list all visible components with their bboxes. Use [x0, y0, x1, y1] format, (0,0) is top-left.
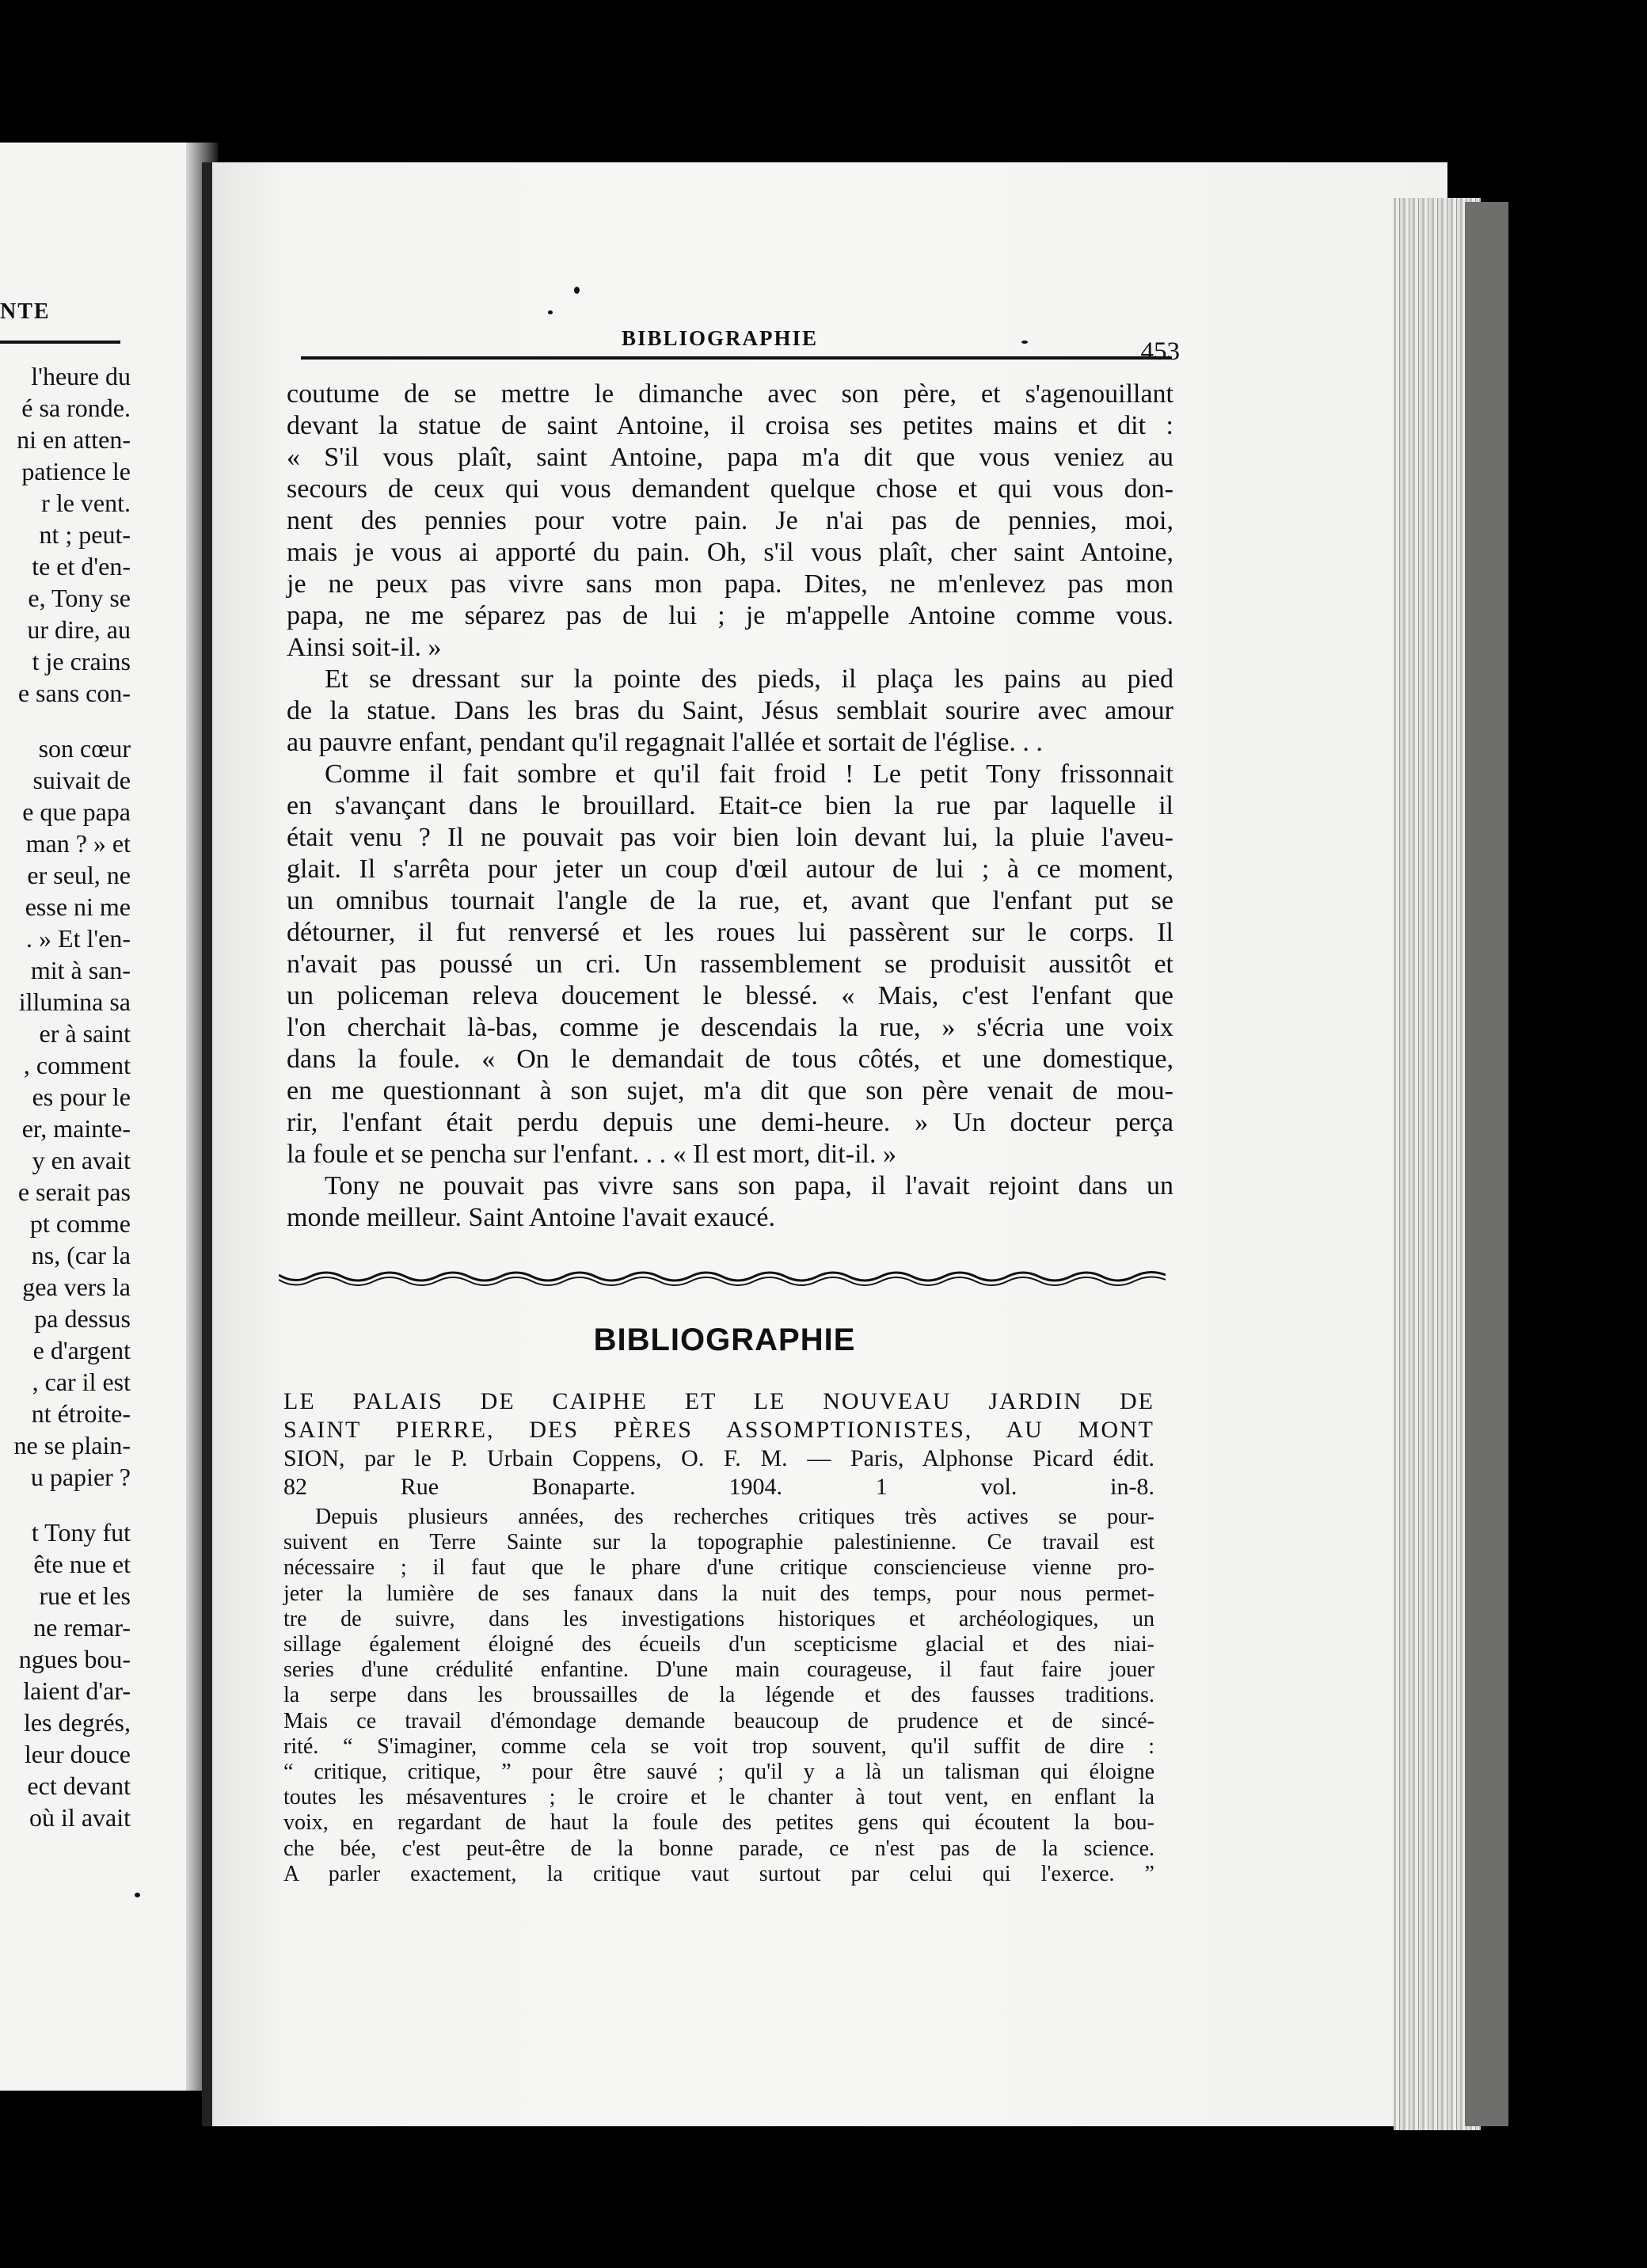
review-line: Mais ce travail d'émondage demande beaucoup de prudence et de sincé- — [283, 1708, 1154, 1733]
review-line: Depuis plusieurs années, des recherches critiques très actives se pour- — [315, 1505, 1154, 1529]
cover-edge — [1465, 202, 1508, 2126]
left-text-line: er seul, ne — [27, 861, 131, 889]
left-text-line: ni en atten- — [17, 425, 131, 454]
story-line: dans la foule. « On le demandait de tous côtés, et une domestique, — [287, 1045, 1173, 1074]
story-line: secours de ceux qui vous demandent quelque chose et qui vous don- — [287, 474, 1173, 504]
story-line: un policeman releva doucement le blessé. « Mais, c'est l'enfant que — [287, 981, 1173, 1010]
story-line: nent des pennies pour votre pain. Je n'ai pas de pennies, moi, — [287, 506, 1173, 535]
story-text — [287, 379, 1173, 1234]
left-text-line: son cœur — [38, 734, 131, 763]
header-rule — [301, 356, 1172, 360]
story-line: un omnibus tournait l'angle de la rue, et, avant que l'enfant put se — [287, 886, 1173, 915]
left-text-line: ne se plain- — [13, 1431, 131, 1459]
left-text-line: e que papa — [22, 797, 131, 826]
review-line: “ critique, critique, ” pour être sauvé ; qu'il y a là un talisman qui éloigne — [283, 1760, 1154, 1785]
left-text-line: r le vent. — [41, 489, 131, 517]
dust-speck — [574, 287, 580, 294]
review-line: sillage également éloigné des écueils d'un scepticisme glacial et des niai- — [283, 1632, 1154, 1657]
left-text-line: mit à san- — [30, 956, 131, 984]
left-running-head: NTE — [0, 299, 51, 324]
story-line: Et se dressant sur la pointe des pieds, il plaça les pains au pied — [325, 664, 1173, 694]
left-text-line: nt ; peut- — [39, 520, 131, 549]
left-text-line: ête nue et — [33, 1550, 131, 1578]
page-number: 453 — [1140, 337, 1180, 366]
story-line: Ainsi soit-il. » — [287, 633, 442, 662]
left-text-line: er, mainte- — [21, 1114, 131, 1143]
left-text-line: suivait de — [32, 766, 131, 794]
left-page-text — [0, 360, 131, 1833]
left-text-line: ur dire, au — [27, 615, 131, 644]
left-text-line: esse ni me — [25, 892, 131, 921]
dust-speck — [1021, 341, 1028, 344]
story-line: rir, l'enfant était perdu depuis une demi-heure. » Un docteur perça — [287, 1108, 1173, 1137]
left-text-line — [0, 1493, 131, 1516]
story-line: coutume de se mettre le dimanche avec son père, et s'agenouillant — [287, 379, 1173, 409]
left-text-line: les degrés, — [23, 1708, 131, 1737]
left-header-rule — [0, 341, 120, 344]
book-entry-line: 82 Rue Bonaparte. 1904. 1 vol. in-8. — [283, 1474, 1154, 1500]
story-line: était venu ? Il ne pouvait pas voir bien loin devant lui, la pluie l'aveu- — [287, 823, 1173, 852]
review-line: jeter la lumière de ses fanaux dans la nuit des temps, pour nous permet- — [283, 1581, 1154, 1606]
story-line: Tony ne pouvait pas vivre sans son papa, il l'avait rejoint dans un — [325, 1171, 1173, 1201]
left-text-line: ne remar- — [33, 1613, 131, 1642]
left-text-line: pa dessus — [34, 1304, 131, 1333]
story-line: en s'avançant dans le brouillard. Etait-ce bien la rue par laquelle il — [287, 791, 1173, 820]
ornamental-divider — [279, 1267, 1166, 1294]
review-line: toutes les mésaventures ; le croire et le chanter à tout vent, en enflant la — [283, 1785, 1154, 1810]
left-text-line: e, Tony se — [28, 584, 131, 612]
book-entry-line: SAINT PIERRE, DES PÈRES ASSOMPTIONISTES, AU MONT — [283, 1417, 1154, 1443]
review-line: la serpe dans les broussailles de la légende et des fausses traditions. — [283, 1683, 1154, 1708]
left-text-line: é sa ronde. — [21, 394, 131, 422]
left-text-line: e serait pas — [17, 1178, 131, 1206]
story-line: au pauvre enfant, pendant qu'il regagnait l'allée et sortait de l'église. . . — [287, 728, 1043, 757]
book-entry-line: LE PALAIS DE CAIPHE ET LE NOUVEAU JARDIN DE — [283, 1388, 1154, 1414]
review-line: voix, en regardant de haut la foule des petites gens qui écoutent la bou- — [283, 1810, 1154, 1836]
story-line: en me questionnant à son sujet, m'a dit que son père venait de mou- — [287, 1076, 1173, 1105]
left-text-line: y en avait — [32, 1146, 131, 1174]
left-text-line: gea vers la — [22, 1273, 131, 1301]
section-title: BIBLIOGRAPHIE — [593, 1322, 856, 1357]
dust-speck — [135, 1893, 140, 1897]
story-line: la foule et se pencha sur l'enfant. . . « Il est mort, dit-il. » — [287, 1140, 896, 1169]
left-text-line: man ? » et — [25, 829, 131, 858]
left-text-line: nt étroite- — [31, 1399, 131, 1428]
story-line: papa, ne me séparez pas de lui ; je m'appelle Antoine comme vous. — [287, 601, 1173, 630]
book-entry — [283, 1387, 1154, 1501]
review-line: suivent en Terre Sainte sur la topographie palestinienne. Ce travail est — [283, 1530, 1154, 1555]
left-text-line: t je crains — [32, 647, 131, 675]
story-line: n'avait pas poussé un cri. Un rassemblement se produisit aussitôt et — [287, 949, 1173, 979]
book-entry-line: SION, par le P. Urbain Coppens, O. F. M. — Paris, Alphonse Picard édit. — [283, 1445, 1154, 1471]
left-text-line: laient d'ar- — [23, 1676, 131, 1705]
story-line: de la statue. Dans les bras du Saint, Jésus semblait sourire avec amour — [287, 696, 1173, 725]
story-line: je ne peux pas vivre sans mon papa. Dites, ne m'enlevez pas mon — [287, 569, 1173, 599]
story-line: mais je vous ai apporté du pain. Oh, s'il vous plaît, cher saint Antoine, — [287, 538, 1173, 567]
left-text-line: u papier ? — [30, 1463, 131, 1491]
dust-speck — [548, 310, 553, 314]
left-text-line — [0, 709, 131, 733]
story-line: glait. Il s'arrêta pour jeter un coup d'œil autour de lui ; à ce moment, — [287, 854, 1173, 884]
left-text-line: pt comme — [29, 1209, 131, 1238]
left-text-line: er à saint — [39, 1019, 131, 1048]
left-text-line: ngues bou- — [18, 1645, 131, 1673]
story-line: l'on cherchait là-bas, comme je descendais la rue, » s'écria une voix — [287, 1013, 1173, 1042]
left-text-line: , comment — [23, 1051, 131, 1079]
story-line: détourner, il fut renversé et les roues lui passèrent sur le corps. Il — [287, 918, 1173, 947]
story-line: monde meilleur. Saint Antoine l'avait exaucé. — [287, 1203, 776, 1232]
story-line: Comme il fait sombre et qu'il fait froid ! Le petit Tony frissonnait — [325, 759, 1173, 789]
page-header — [301, 326, 1180, 374]
review-line: che bée, c'est peut-être de la bonne parade, ce n'est pas de la science. — [283, 1836, 1154, 1861]
left-text-line: e sans con- — [17, 679, 131, 707]
left-text-line: e d'argent — [32, 1336, 131, 1364]
review-line: series d'une crédulité enfantine. D'une main courageuse, il faut faire jouer — [283, 1657, 1154, 1683]
left-text-line: t Tony fut — [31, 1518, 131, 1547]
left-text-line: rue et les — [39, 1581, 131, 1610]
left-text-line: l'heure du — [31, 362, 131, 390]
left-text-line: patience le — [21, 457, 131, 485]
left-text-line: es pour le — [32, 1083, 131, 1111]
left-text-line: illumina sa — [18, 987, 131, 1016]
story-line: devant la statue de saint Antoine, il croisa ses petites mains et dit : — [287, 411, 1173, 440]
review-text — [283, 1505, 1154, 1887]
left-text-line: , car il est — [32, 1368, 131, 1396]
running-head: BIBLIOGRAPHIE — [622, 326, 819, 350]
review-line: nécessaire ; il faut que le phare d'une critique consciencieuse vienne pro- — [283, 1555, 1154, 1581]
left-text-line: . » Et l'en- — [26, 924, 131, 953]
left-text-line: te et d'en- — [32, 552, 131, 580]
left-text-line: où il avait — [29, 1803, 131, 1832]
review-line: tre de suivre, dans les investigations historiques et archéologiques, un — [283, 1606, 1154, 1631]
story-line: « S'il vous plaît, saint Antoine, papa m'a dit que vous veniez au — [287, 443, 1173, 472]
review-line: A parler exactement, la critique vaut surtout par celui qui l'exerce. ” — [283, 1861, 1154, 1886]
left-text-line: leur douce — [24, 1740, 131, 1768]
left-text-line: ns, (car la — [31, 1241, 131, 1269]
review-line: rité. “ S'imaginer, comme cela se voit trop souvent, qu'il suffit de dire : — [283, 1733, 1154, 1759]
left-text-line: ect devant — [27, 1771, 131, 1800]
